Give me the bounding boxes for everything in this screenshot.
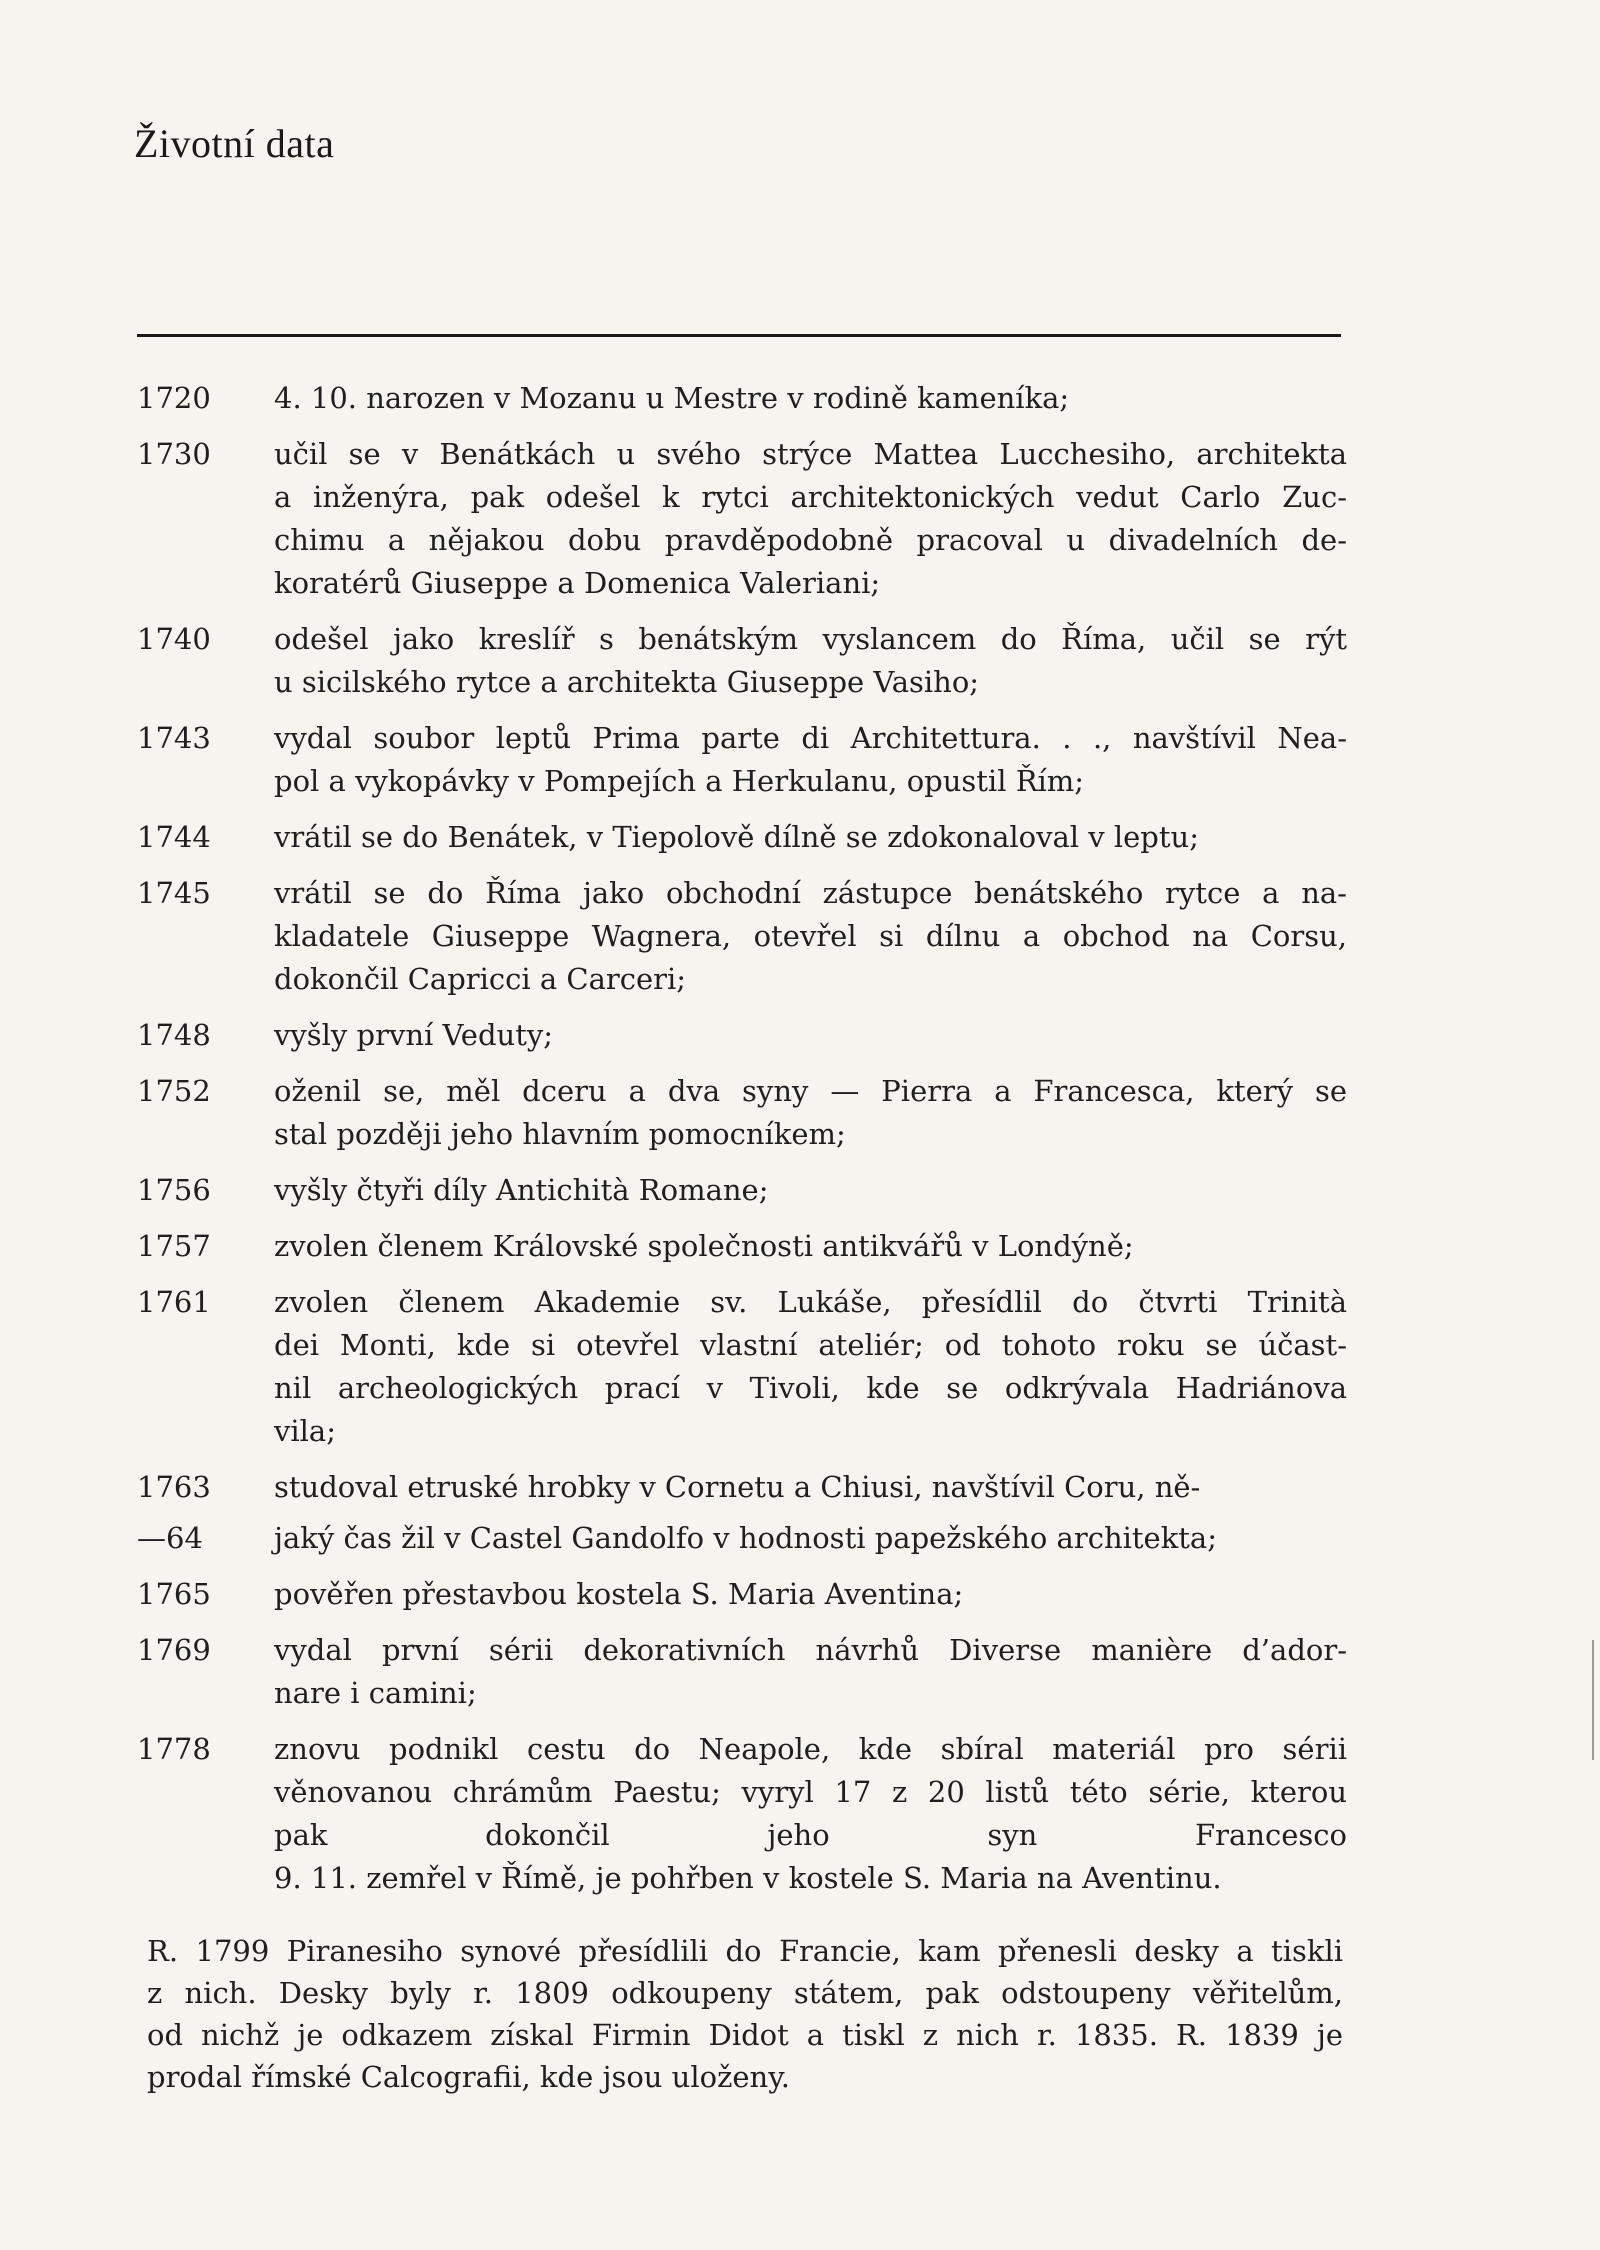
entry-text-line: učil se v Benátkách u svého strýce Mattea Lucchesiho, architekta (274, 437, 1347, 471)
entry-text-line: studoval etruské hrobky v Cornetu a Chiusi, navštívil Coru, ně- (274, 1470, 1201, 1504)
entry-text-line: vrátil se do Benátek, v Tiepolově dílně se zdokonaloval v leptu; (274, 820, 1199, 854)
chronology-list (137, 377, 1347, 1913)
entry-text (274, 872, 1347, 1001)
chronology-entry (137, 1014, 1347, 1057)
entry-text (274, 1169, 1347, 1212)
entry-text (274, 1517, 1347, 1560)
chronology-entry (137, 816, 1347, 859)
entry-text-line: oženil se, měl dceru a dva syny — Pierra a Francesca, který se (274, 1074, 1347, 1108)
entry-text-line: dei Monti, kde si otevřel vlastní ateliér; od tohoto roku se účast- (274, 1328, 1347, 1362)
entry-year: 1748 (137, 1018, 211, 1052)
entry-year: 1765 (137, 1577, 211, 1611)
entry-text (274, 1225, 1347, 1268)
entry-text-line: zvolen členem Královské společnosti antikvářů v Londýně; (274, 1229, 1134, 1263)
entry-text (274, 1014, 1347, 1057)
entry-text-line: vyšly první Veduty; (274, 1018, 553, 1052)
entry-text (274, 1281, 1347, 1453)
chronology-entry (137, 377, 1347, 420)
entry-text-line: jaký čas žil v Castel Gandolfo v hodnosti papežského architekta; (274, 1521, 1217, 1555)
entry-text (274, 1629, 1347, 1715)
entry-text (274, 816, 1347, 859)
entry-text-line: pověřen přestavbou kostela S. Maria Aventina; (274, 1577, 964, 1611)
note-line: od nichž je odkazem získal Firmin Didot a tiskl z nich r. 1835. R. 1839 je (147, 2018, 1343, 2052)
entry-text-line: vydal soubor leptů Prima parte di Architettura. . ., navštívil Nea- (274, 721, 1347, 755)
page-title: Životní data (134, 121, 335, 166)
entry-year: 1756 (137, 1173, 211, 1207)
title-rule (137, 334, 1341, 337)
entry-text-line: 9. 11. zemřel v Římě, je pohřben v kostele S. Maria na Aventinu. (274, 1861, 1222, 1895)
chronology-entry (137, 1629, 1347, 1715)
entry-year: 1745 (137, 876, 211, 910)
entry-text-line: vrátil se do Říma jako obchodní zástupce benátského rytce a na- (274, 876, 1347, 910)
entry-text-line: vyšly čtyři díly Antichità Romane; (274, 1173, 769, 1207)
chronology-entry (137, 1169, 1347, 1212)
entry-text-line: 4. 10. narozen v Mozanu u Mestre v rodině kameníka; (274, 381, 1070, 415)
entry-text-line: věnovanou chrámům Paestu; vyryl 17 z 20 listů této série, kterou (274, 1775, 1347, 1809)
entry-text-line: vydal první sérii dekorativních návrhů Diverse manière d’ador- (274, 1633, 1347, 1667)
entry-text-line: a inženýra, pak odešel k rytci architektonických vedut Carlo Zuc- (274, 480, 1347, 514)
chronology-entry (137, 618, 1347, 704)
entry-text-line: nare i camini; (274, 1676, 477, 1710)
scan-edge-mark (1592, 1640, 1594, 1760)
entry-text-line: pak dokončil jeho syn Francesco (274, 1818, 1347, 1852)
entry-year: 1752 (137, 1074, 211, 1108)
entry-text-line: u sicilského rytce a architekta Giuseppe Vasiho; (274, 665, 980, 699)
entry-text-line: chimu a nějakou dobu pravděpodobně pracoval u divadelních de- (274, 523, 1347, 557)
entry-year: 1769 (137, 1633, 211, 1667)
chronology-entry (137, 433, 1347, 605)
chronology-entry (137, 1225, 1347, 1268)
entry-year: 1778 (137, 1732, 211, 1766)
entry-text-line: dokončil Capricci a Carceri; (274, 962, 687, 996)
entry-year: 1761 (137, 1285, 211, 1319)
entry-text (274, 1070, 1347, 1156)
chronology-entry (137, 1281, 1347, 1453)
entry-text-line: pol a vykopávky v Pompejích a Herkulanu, opustil Řím; (274, 764, 1085, 798)
entry-text (274, 1573, 1347, 1616)
entry-text (274, 1466, 1347, 1509)
chronology-entry (137, 717, 1347, 803)
entry-text (274, 433, 1347, 605)
entry-text (274, 377, 1347, 420)
entry-text-line: vila; (274, 1414, 336, 1448)
entry-text-line: odešel jako kreslíř s benátským vyslancem do Říma, učil se rýt (274, 622, 1347, 656)
entry-text-line: zvolen členem Akademie sv. Lukáše, přesídlil do čtvrti Trinità (274, 1285, 1347, 1319)
note-line: R. 1799 Piranesiho synové přesídlili do Francie, kam přenesli desky a tiskli (147, 1934, 1343, 1968)
entry-year: 1763 (137, 1470, 211, 1504)
entry-year: 1757 (137, 1229, 211, 1263)
chronology-entry (137, 1573, 1347, 1616)
entry-text (274, 1728, 1347, 1900)
closing-note (147, 1930, 1343, 2098)
entry-text-line: stal později jeho hlavním pomocníkem; (274, 1117, 846, 1151)
note-line: prodal římské Calcografii, kde jsou uloženy. (147, 2060, 790, 2094)
chronology-entry (137, 1070, 1347, 1156)
entry-year: 1730 (137, 437, 211, 471)
entry-text (274, 717, 1347, 803)
entry-text-line: nil archeologických prací v Tivoli, kde se odkrývala Hadriánova (274, 1371, 1347, 1405)
entry-year: 1744 (137, 820, 211, 854)
entry-text-line: kladatele Giuseppe Wagnera, otevřel si dílnu a obchod na Corsu, (274, 919, 1347, 953)
chronology-entry (137, 1466, 1347, 1509)
entry-year: 1720 (137, 381, 211, 415)
chronology-entry (137, 872, 1347, 1001)
chronology-entry (137, 1517, 1347, 1560)
entry-year: —64 (137, 1521, 203, 1555)
entry-year: 1740 (137, 622, 211, 656)
entry-text-line: znovu podnikl cestu do Neapole, kde sbíral materiál pro sérii (274, 1732, 1347, 1766)
entry-text (274, 618, 1347, 704)
entry-text-line: koratérů Giuseppe a Domenica Valeriani; (274, 566, 881, 600)
note-line: z nich. Desky byly r. 1809 odkoupeny státem, pak odstoupeny věřitelům, (147, 1976, 1343, 2010)
entry-year: 1743 (137, 721, 211, 755)
chronology-entry (137, 1728, 1347, 1900)
